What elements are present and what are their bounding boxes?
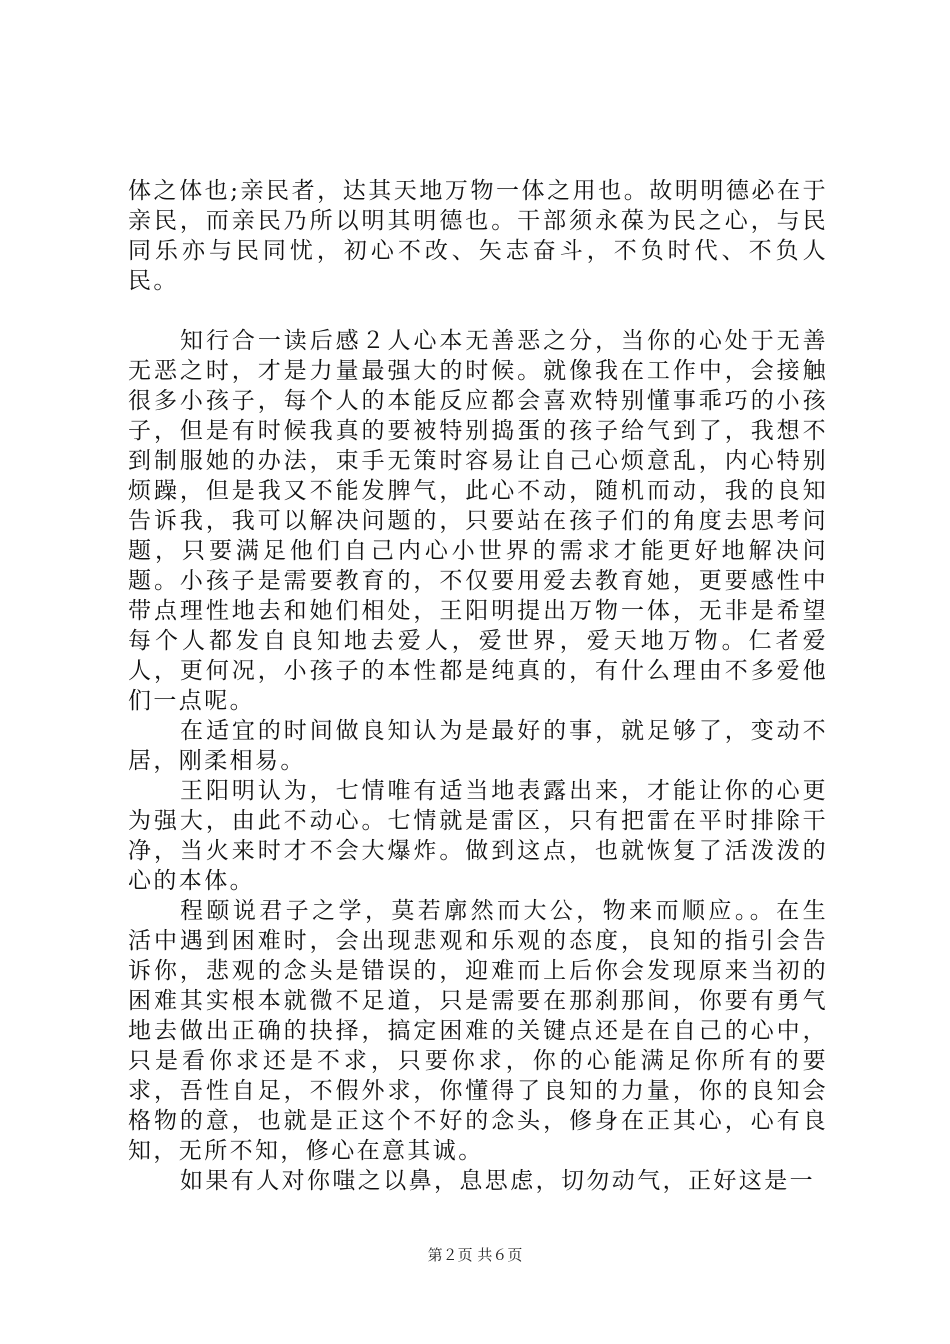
paragraph-continuation: 体之体也;亲民者，达其天地万物一体之用也。故明明德必在于亲民，而亲民乃所以明其明德也。干部须永葆为民之心，与民同乐亦与民同忧，初心不改、矢志奋斗，不负时代、不负人民。 bbox=[128, 178, 828, 294]
paragraph-chengyi: 程颐说君子之学，莫若廓然而大公，物来而顺应。。在生活中遇到困难时，会出现悲观和乐观的态度，良知的指引会告诉你，悲观的念头是错误的，迎难而上后你会发现原来当初的困难其实根本就微不足道，只是需要在那刹那间，你要有勇气地去做出正确的抉择，搞定困难的关键点还是在自己的心中，只是看你求还是不求，只要你求，你的心能满足你所有的要求，吾性自足，不假外求，你懂得了良知的力量，你的良知会格物的意，也就是正这个不好的念头，修身在正其心，心有良知，无所不知，修心在意其诚。 bbox=[128, 898, 828, 1164]
page-number-footer: 第２页 共６页 bbox=[427, 1246, 523, 1264]
document-body bbox=[128, 176, 828, 1196]
paragraph-closing: 如果有人对你嗤之以鼻，息思虑，切勿动气，正好这是一 bbox=[180, 1168, 815, 1194]
paragraph-emotions: 王阳明认为，七情唯有适当地表露出来，才能让你的心更为强大，由此不动心。七情就是雷区，只有把雷在平时排除干净，当火来时才不会大爆炸。做到这点，也就恢复了活泼泼的心的本体。 bbox=[128, 778, 828, 894]
paragraph-reflection: 知行合一读后感２人心本无善恶之分，当你的心处于无善无恶之时，才是力量最强大的时候。就像我在工作中，会接触很多小孩子，每个人的本能反应都会喜欢特别懂事乖巧的小孩子，但是有时候我真的要被特别捣蛋的孩子给气到了，我想不到制服她的办法，束手无策时容易让自己心烦意乱，内心特别烦躁，但是我又不能发脾气，此心不动，随机而动，我的良知告诉我，我可以解决问题的，只要站在孩子们的角度去思考问题，只要满足他们自己内心小世界的需求才能更好地解决问题。小孩子是需要教育的，不仅要用爱去教育她，更要感性中带点理性地去和她们相处，王阳明提出万物一体，无非是希望每个人都发自良知地去爱人，爱世界，爱天地万物。仁者爱人，更何况，小孩子的本性都是纯真的，有什么理由不多爱他们一点呢。 bbox=[128, 328, 828, 714]
paragraph-timing: 在适宜的时间做良知认为是最好的事，就足够了，变动不居，刚柔相易。 bbox=[128, 718, 828, 774]
